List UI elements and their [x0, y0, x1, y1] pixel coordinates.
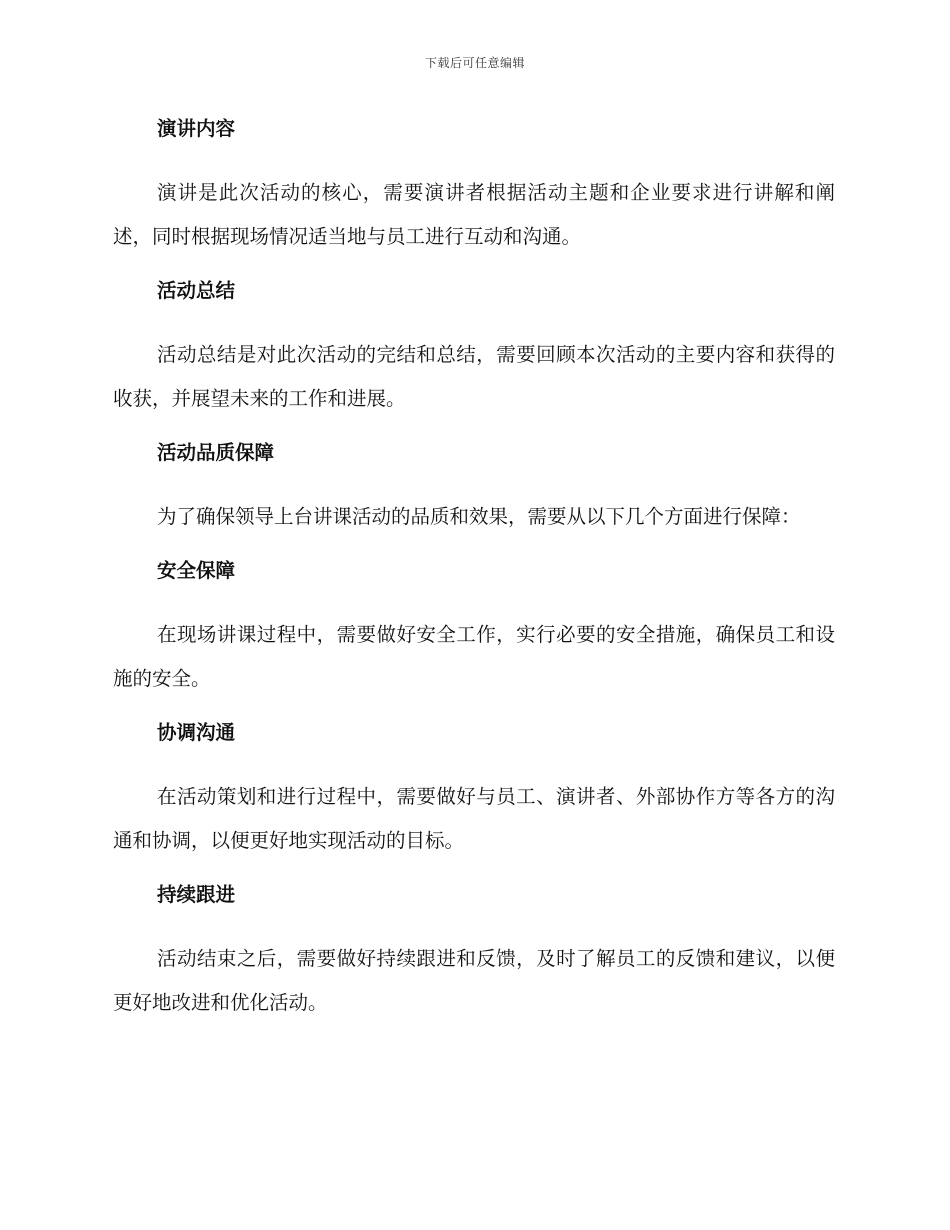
section-heading-follow-up: 持续跟进 [157, 883, 236, 906]
section-body-follow-up: 活动结束之后，需要做好持续跟进和反馈，及时了解员工的反馈和建议，以便更好地改进和优化活动。 [113, 947, 835, 1014]
document-content [113, 112, 835, 1040]
section-heading-coordination: 协调沟通 [157, 721, 236, 744]
section-heading-speech-content: 演讲内容 [157, 117, 236, 140]
section-body-activity-summary: 活动总结是对此次活动的完结和总结，需要回顾本次活动的主要内容和获得的收获，并展望未来的工作和进展。 [113, 343, 835, 410]
section-body-speech-content: 演讲是此次活动的核心，需要演讲者根据活动主题和企业要求进行讲解和阐述，同时根据现场情况适当地与员工进行互动和沟通。 [113, 181, 835, 248]
section-heading-quality-assurance: 活动品质保障 [157, 441, 275, 464]
section-body-safety: 在现场讲课过程中，需要做好安全工作，实行必要的安全措施，确保员工和设施的安全。 [113, 623, 835, 690]
section-heading-activity-summary: 活动总结 [157, 279, 236, 302]
header-note: 下载后可任意编辑 [424, 56, 525, 70]
section-body-quality-assurance: 为了确保领导上台讲课活动的品质和效果，需要从以下几个方面进行保障： [157, 505, 801, 528]
section-heading-safety: 安全保障 [157, 559, 236, 582]
section-body-coordination: 在活动策划和进行过程中，需要做好与员工、演讲者、外部协作方等各方的沟通和协调，以便更好地实现活动的目标。 [113, 785, 835, 852]
